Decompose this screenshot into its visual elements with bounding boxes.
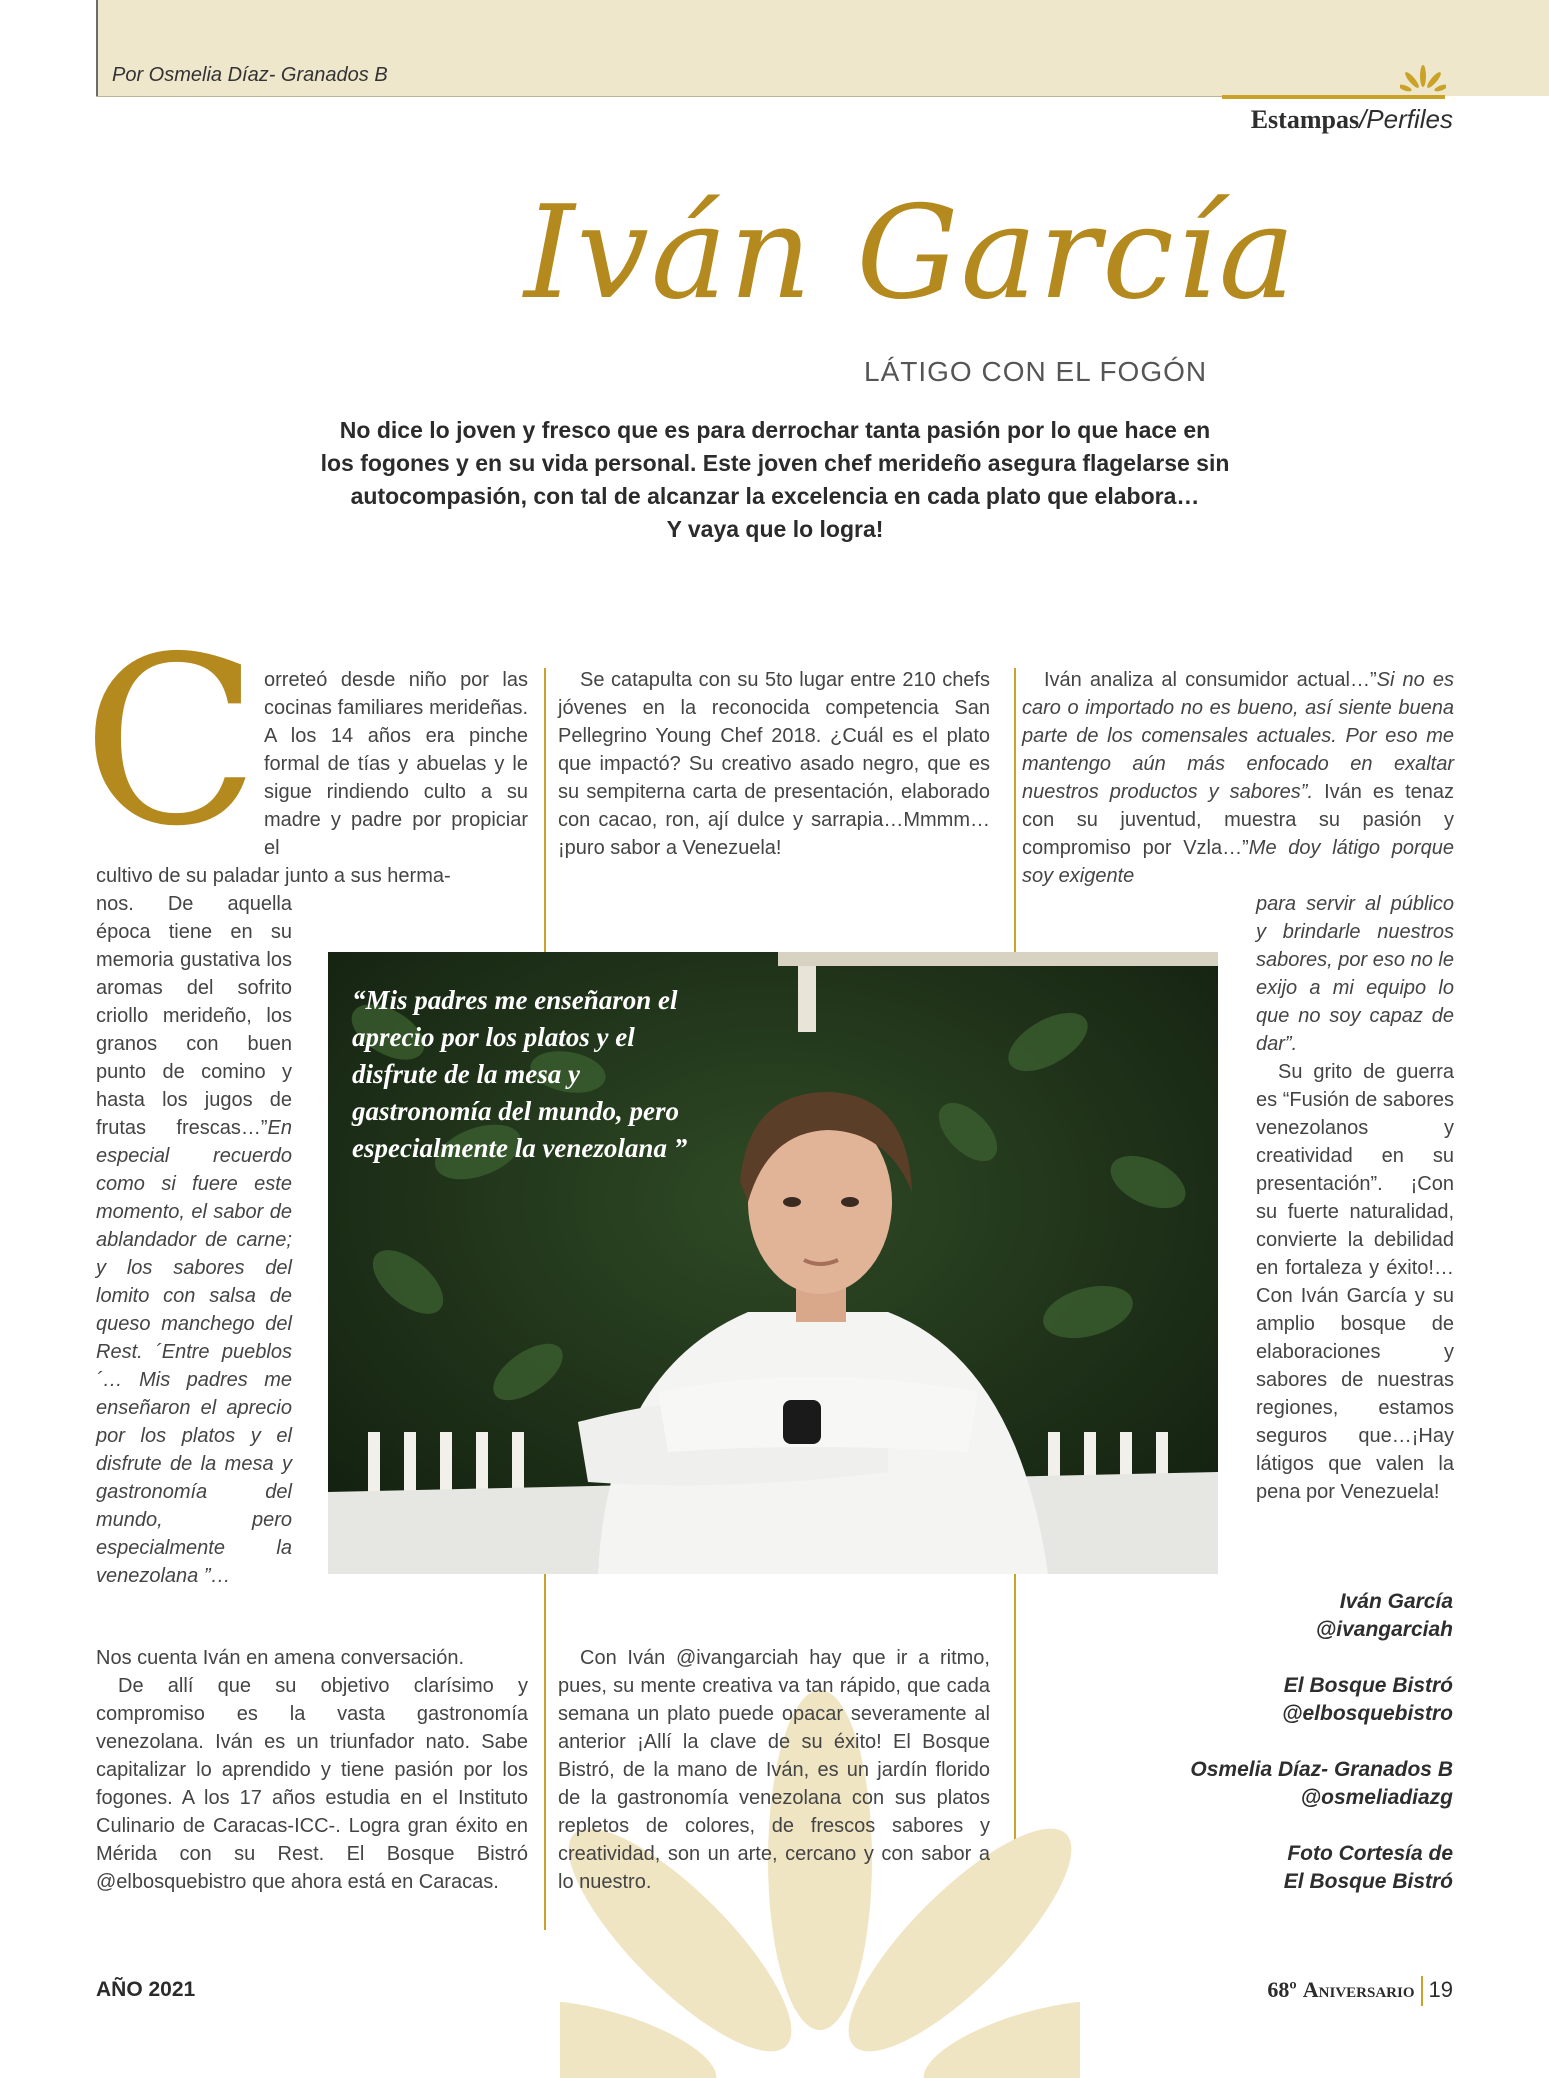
col3-plain: Iván analiza al consumidor actual…” [1044, 669, 1377, 691]
credits [1190, 1588, 1453, 1924]
col1-wrap-text: orreteó desde niño por las cocinas familiares merideñas. A los 14 años era pinche formal de tías y abuelas y le sigue rindiendo culto a su madre y padre por propiciar el [264, 669, 528, 859]
page-number: 19 [1428, 1976, 1453, 2002]
credit-line: Osmelia Díaz- Granados B [1190, 1758, 1453, 1781]
col1-full-line: cultivo de su paladar junto a sus herma- [96, 865, 451, 887]
col1-narrow-text [96, 890, 292, 1590]
credit-line: El Bosque Bistró [1283, 1674, 1453, 1697]
column-rule [1014, 668, 1016, 952]
credit-line: El Bosque Bistró [1283, 1870, 1453, 1893]
anniversary-word: Aniversario [1302, 1976, 1415, 2002]
section-subname: Perfiles [1366, 104, 1453, 134]
footer-year: AÑO 2021 [96, 1978, 196, 2001]
col3-quote: Si no es caro o importado no es bueno, así siente buena parte de los comensales actuales. Por eso me mantengo aún más enfocado en exaltar nuestros productos y sabores”. [1022, 669, 1455, 803]
col1-narrow-plain: nos. De aquella época tiene en su memoria gustativa los aromas del sofrito criollo merideño, los granos con buen punto de comino y hasta los jugos de frutas frescas…” [96, 893, 292, 1139]
col3-paragraph-2: Su grito de guerra es “Fusión de sabores venezolanos y creatividad en su presentación”. ¡Con su fuerte naturalidad, convierte la debilidad en fortaleza y éxito!… Con Iván García y su amplio bosque de elaboraciones y sabores de nuestras regiones, estamos seguros que…¡Hay látigos que valen la pena por Venezuela! [1256, 1061, 1454, 1503]
col3-paragraph-1 [1022, 666, 1454, 890]
anniversary-number: 68º [1267, 1976, 1297, 2002]
col3-quote-2: Me doy látigo porque soy exigente [1022, 837, 1454, 887]
section-tag [1251, 104, 1453, 135]
byline: Por Osmelia Díaz- Granados B [112, 64, 388, 86]
col3-narrow-text [1256, 890, 1454, 1506]
credit-block [1190, 1588, 1453, 1644]
footer-folio [1267, 1976, 1453, 2006]
column-rule [544, 1574, 546, 1930]
lead-line: Y vaya que lo logra! [666, 516, 884, 542]
credit-block [1190, 1756, 1453, 1812]
header-left-line [96, 0, 98, 96]
header-rule [96, 96, 1222, 97]
credit-line: Iván García [1339, 1590, 1453, 1613]
folio-divider [1421, 1976, 1423, 2006]
col3-narrow-quote: para servir al público y brindarle nuestros sabores, por eso no le exijo a mi equipo lo que no soy capaz de dar”. [1256, 893, 1454, 1055]
credit-block [1190, 1672, 1453, 1728]
col2-paragraph-2: Con Iván @ivangarciah hay que ir a ritmo, pues, su mente creativa va tan rápido, que cada semana un plato puede opacar severamente al anterior ¡Allí la clave de su éxito! El Bosque Bistró, de la mano de Iván, es un jardín florido de la gastronomía venezolana con sus platos repletos de colores, de frescos sabores y creatividad, son un arte, cercano y con sabor a lo nuestro. [558, 1647, 990, 1893]
lead-line: autocompasión, con tal de alcanzar la excelencia en cada plato que elabora… [350, 483, 1200, 509]
col1-narrow-quote: En especial recuerdo como si fuere este momento, el sabor de ablandador de carne; y los sabores del lomito con salsa de queso manchego del Rest. ´Entre pueblos´… Mis padres me enseñaron el aprecio por los platos y el disfrute de la mesa y gastronomía del mundo, pero especialmente la venezolana ”… [96, 1117, 292, 1587]
column-rule [544, 668, 546, 952]
credit-line: @osmeliadiazg [1300, 1786, 1453, 1809]
lead-line: No dice lo joven y fresco que es para derrochar tanta pasión por lo que hace en [339, 417, 1211, 443]
credit-line: @elbosquebistro [1282, 1702, 1453, 1725]
col2-paragraph-1: Se catapulta con su 5to lugar entre 210 chefs jóvenes en la reconocida competencia San Pellegrino Young Chef 2018. ¿Cuál es el plato que impactó? Su creativo asado negro, que es su sempiterna carta de presentación, elaborado con cacao, ron, ají dulce y sarrapia…Mmmm…¡puro sabor a Venezuela! [558, 669, 990, 859]
article-subtitle: LÁTIGO CON EL FOGÓN [864, 356, 1208, 387]
credit-block [1190, 1840, 1453, 1896]
sun-ornament-icon [1400, 64, 1446, 94]
header-gold-rule [1222, 95, 1445, 99]
drop-cap: C [82, 607, 260, 877]
section-name: Estampas [1250, 105, 1360, 134]
credit-line: @ivangarciah [1315, 1618, 1453, 1641]
pull-quote: “Mis padres me enseñaron el aprecio por los platos y el disfrute de la mesa y gastronomía del mundo, pero especialmente la venezolana ” [352, 985, 688, 1163]
col1-end-line: Nos cuenta Iván en amena conversación. [96, 1647, 464, 1669]
section-separator: / [1359, 104, 1367, 134]
col1-paragraph-2: De allí que su objetivo clarísimo y compromiso es la vasta gastronomía venezolana. Iván es un triunfador nato. Sabe capitalizar lo aprendido y tiene pasión por los fogones. A los 17 años estudia en el Instituto Culinario de Caracas-ICC-. Logra gran éxito en Mérida con su Rest. El Bosque Bistró @elbosquebistro que ahora está en Caracas. [96, 1675, 528, 1893]
lead-line: los fogones y en su vida personal. Este joven chef merideño asegura flagelarse sin [320, 450, 1230, 476]
credit-line: Foto Cortesía de [1287, 1842, 1453, 1865]
col3-plain-2: Iván es tenaz con su juventud, muestra su pasión y compromiso por Vzla…” [1022, 781, 1454, 859]
article-title: Iván García [524, 179, 1297, 328]
lead-paragraph [240, 414, 1310, 546]
